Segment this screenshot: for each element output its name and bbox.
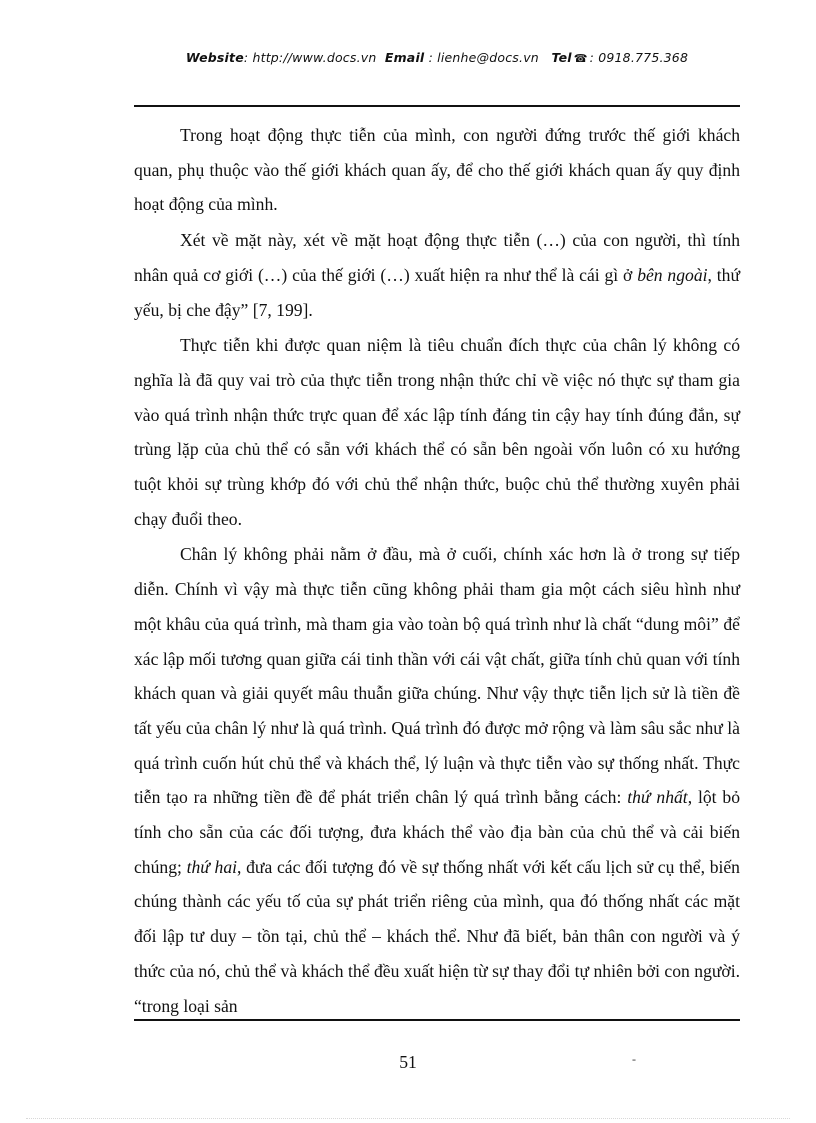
- italic-text: thứ hai: [186, 856, 238, 877]
- text-run: , đưa các đối tượng đó về sự thống nhất với kết cấu lịch sử cụ thể, biến chúng thành các yếu tố của sự phát triển riêng của mình, qua đó thống nhất các mặt đối lập tư duy – tồn tại, chủ thể – khách thể. Như đã biết, bản thân con người và ý thức của nó, chủ thể và khách thể đều xuất hiện từ sự thay đổi tự nhiên bởi con người. “trong loại sản: [134, 856, 740, 1016]
- website-value: : http://www.docs.vn: [243, 50, 377, 65]
- page-header: [134, 50, 740, 65]
- italic-text: bên ngoài: [637, 264, 708, 285]
- paragraph: [134, 118, 740, 222]
- paragraph: [134, 223, 740, 327]
- tel-label: Tel: [551, 50, 572, 65]
- text-run: , lột bỏ tính cho sẵn của các đối tượng, đưa khách thể vào địa bàn của chủ thể và cải biến chúng;: [134, 787, 740, 877]
- italic-text: thứ nhất: [627, 787, 688, 808]
- text-run: Chân lý không phải nằm ở đầu, mà ở cuối, chính xác hơn là ở trong sự tiếp diễn. Chính vì vậy mà thực tiễn cũng không phải tham gia một cách siêu hình như một khâu của quá trình, mà tham gia vào toàn bộ quá trình như là chất “dung môi” để xác lập mối tương quan giữa cái tinh thần với cái vật chất, giữa tính chủ quan với tính khách quan và giải quyết mâu thuẫn giữa chúng. Như vậy thực tiễn lịch sử là tiền đề tất yếu của chân lý như là quá trình. Quá trình đó được mở rộng và làm sâu sắc như là quá trình cuốn hút chủ thể và khách thể, lý luận và thực tiễn vào sự thống nhất. Thực tiễn tạo ra những tiền đề để phát triển chân lý quá trình bằng cách:: [134, 544, 740, 808]
- text-run: Xét về mặt này, xét về mặt hoạt động thực tiễn (…) của con người, thì tính nhân quả cơ giới (…) của thế giới (…) xuất hiện ra như thể là cái gì ở: [134, 230, 740, 285]
- text-run: Thực tiễn khi được quan niệm là tiêu chuẩn đích thực của chân lý không có nghĩa là đã quy vai trò của thực tiễn trong nhận thức chỉ về việc nó thực sự tham gia vào quá trình nhận thức trực quan để xác lập tính đáng tin cậy hay tính đúng đắn, sự trùng lặp của chủ thể có sẵn với khách thể có sẵn bên ngoài vốn luôn có xu hướng tuột khỏi sự trùng khớp đó với chủ thể nhận thức, buộc chủ thể thường xuyên phải chạy đuổi theo.: [134, 335, 740, 529]
- phone-icon: ☎: [573, 52, 588, 65]
- text-run: Trong hoạt động thực tiễn của mình, con người đứng trước thế giới khách quan, phụ thuộc vào thế giới khách quan ấy, để cho thế giới khách quan ấy quy định hoạt động của mình.: [134, 125, 740, 215]
- email-value: : lienhe@docs.vn: [424, 50, 539, 65]
- body-text: [134, 118, 740, 1024]
- page-edge-dotted-line: [26, 1118, 790, 1119]
- text-run: , thứ yếu, bị che đậy” [7, 199].: [134, 264, 740, 320]
- corner-mark: -: [632, 1052, 636, 1066]
- paragraph: [134, 537, 740, 1023]
- paragraph: [134, 328, 740, 536]
- footer-divider: [134, 1019, 740, 1021]
- email-label: Email: [384, 50, 425, 65]
- header-divider: [134, 105, 740, 107]
- tel-value: : 0918.775.368: [589, 50, 689, 65]
- website-label: Website: [185, 50, 244, 65]
- page-number: 51: [399, 1052, 417, 1072]
